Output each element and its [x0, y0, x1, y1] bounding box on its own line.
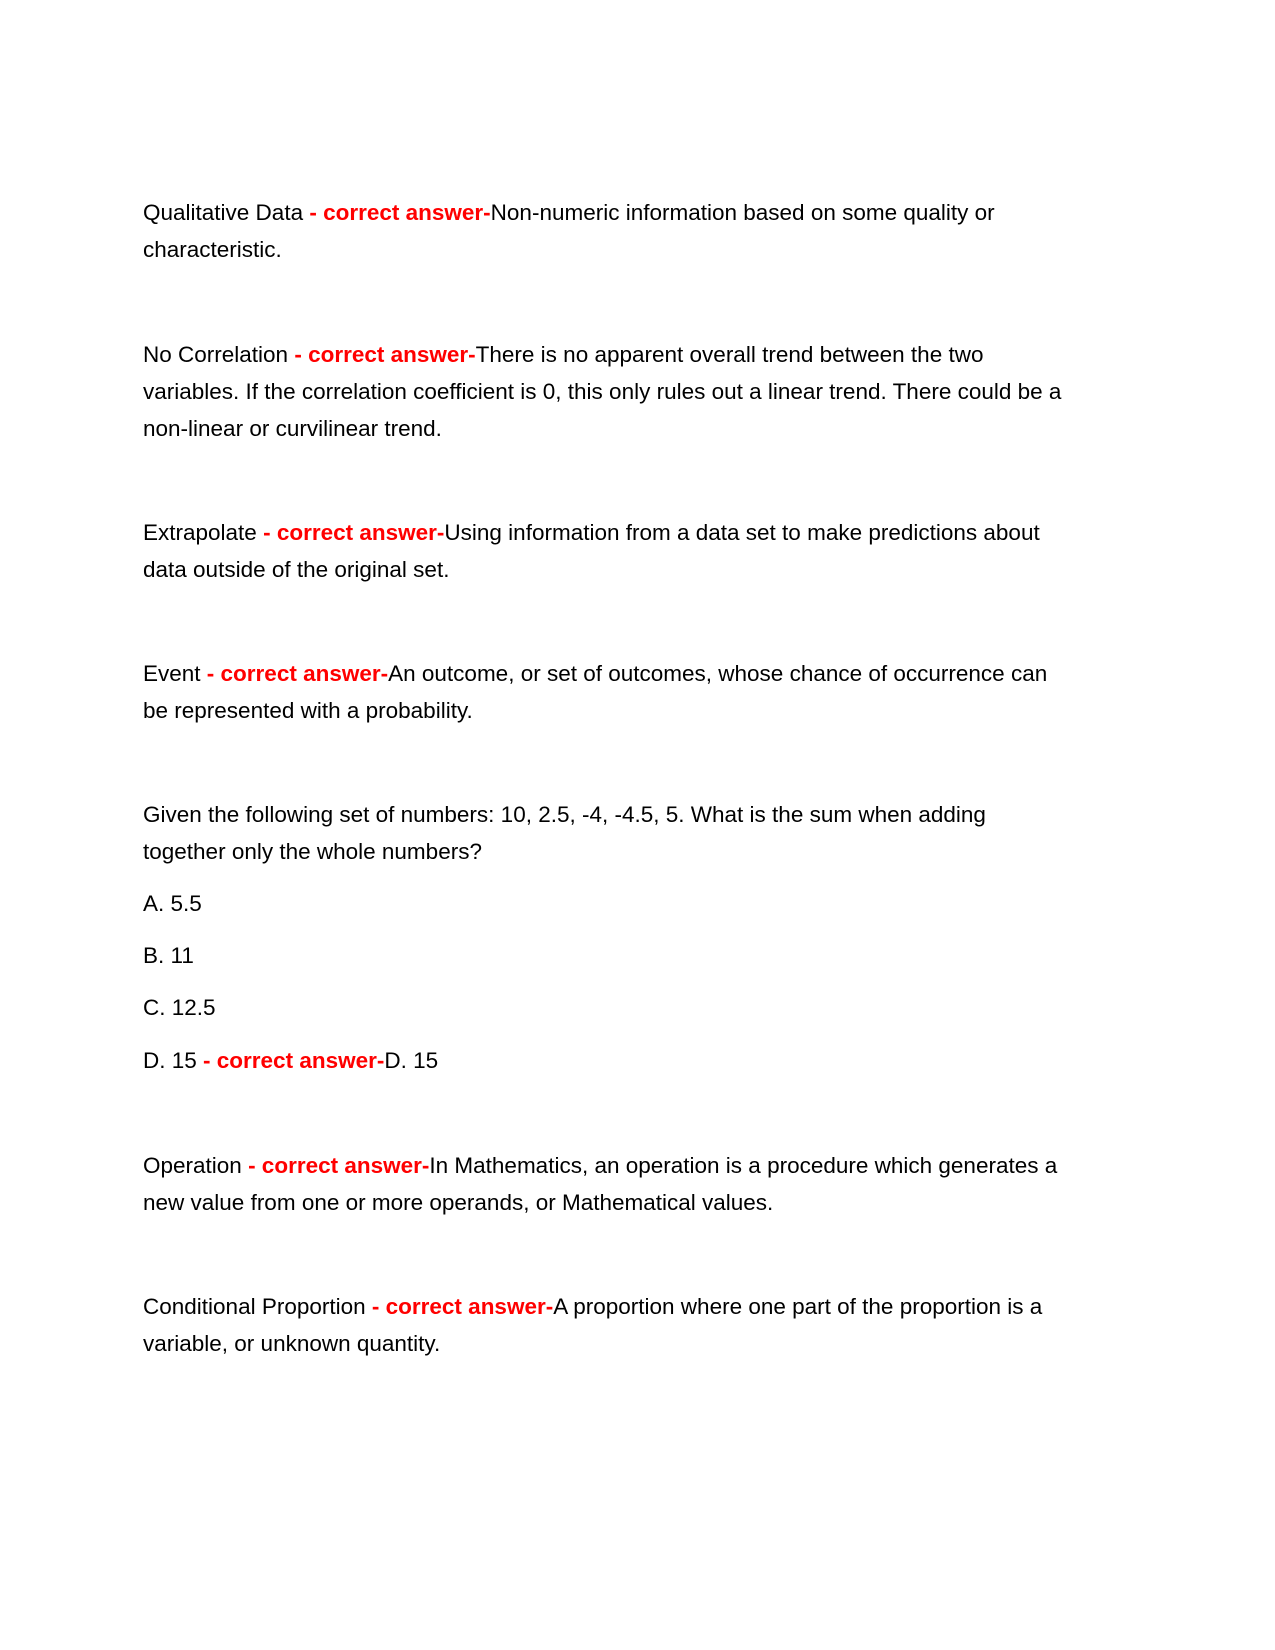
correct-answer-marker: - correct answer-	[294, 342, 476, 367]
definition: A proportion where one part of the proportion is a variable, or unknown quantity.	[143, 1294, 1043, 1356]
option-d-label: D. 15	[143, 1048, 204, 1073]
correct-answer-marker: - correct answer-	[203, 1048, 385, 1073]
option-c: C. 12.5	[143, 995, 216, 1020]
definition: There is no apparent overall trend between the two variables. If the correlation coefficient is 0, this only rules out a linear trend. There could be a non-linear or curvilinear trend.	[143, 342, 1062, 441]
term: Conditional Proportion	[143, 1294, 372, 1319]
entry-operation	[143, 1147, 1073, 1221]
term: No Correlation	[143, 342, 295, 367]
correct-answer-marker: - correct answer-	[371, 1294, 554, 1319]
correct-answer-marker: - correct answer-	[309, 200, 491, 225]
term: Operation	[143, 1153, 249, 1178]
question-text: Given the following set of numbers: 10, 2.5, -4, -4.5, 5. What is the sum when adding together only the whole numbers?	[143, 802, 986, 864]
correct-answer-marker: - correct answer-	[263, 520, 445, 545]
option-d	[143, 1042, 438, 1079]
entry-qualitative-data	[143, 194, 1073, 268]
term: Event	[143, 661, 207, 686]
option-a: A. 5.5	[143, 891, 202, 916]
entry-extrapolate	[143, 514, 1073, 588]
definition: An outcome, or set of outcomes, whose chance of occurrence can be represented with a probability.	[143, 661, 1048, 723]
term: Qualitative Data	[143, 200, 310, 225]
entry-event	[143, 655, 1073, 729]
correct-answer-marker: - correct answer-	[248, 1153, 430, 1178]
definition: Non-numeric information based on some quality or characteristic.	[143, 200, 995, 262]
question-answer: D. 15	[384, 1048, 439, 1073]
definition: In Mathematics, an operation is a procedure which generates a new value from one or more operands, or Mathematical values.	[143, 1153, 1058, 1215]
definition: Using information from a data set to make predictions about data outside of the original set.	[143, 520, 1040, 582]
entry-conditional-proportion	[143, 1288, 1073, 1362]
option-b: B. 11	[143, 943, 194, 968]
term: Extrapolate	[143, 520, 264, 545]
correct-answer-marker: - correct answer-	[206, 661, 389, 686]
entry-no-correlation	[143, 336, 1073, 447]
